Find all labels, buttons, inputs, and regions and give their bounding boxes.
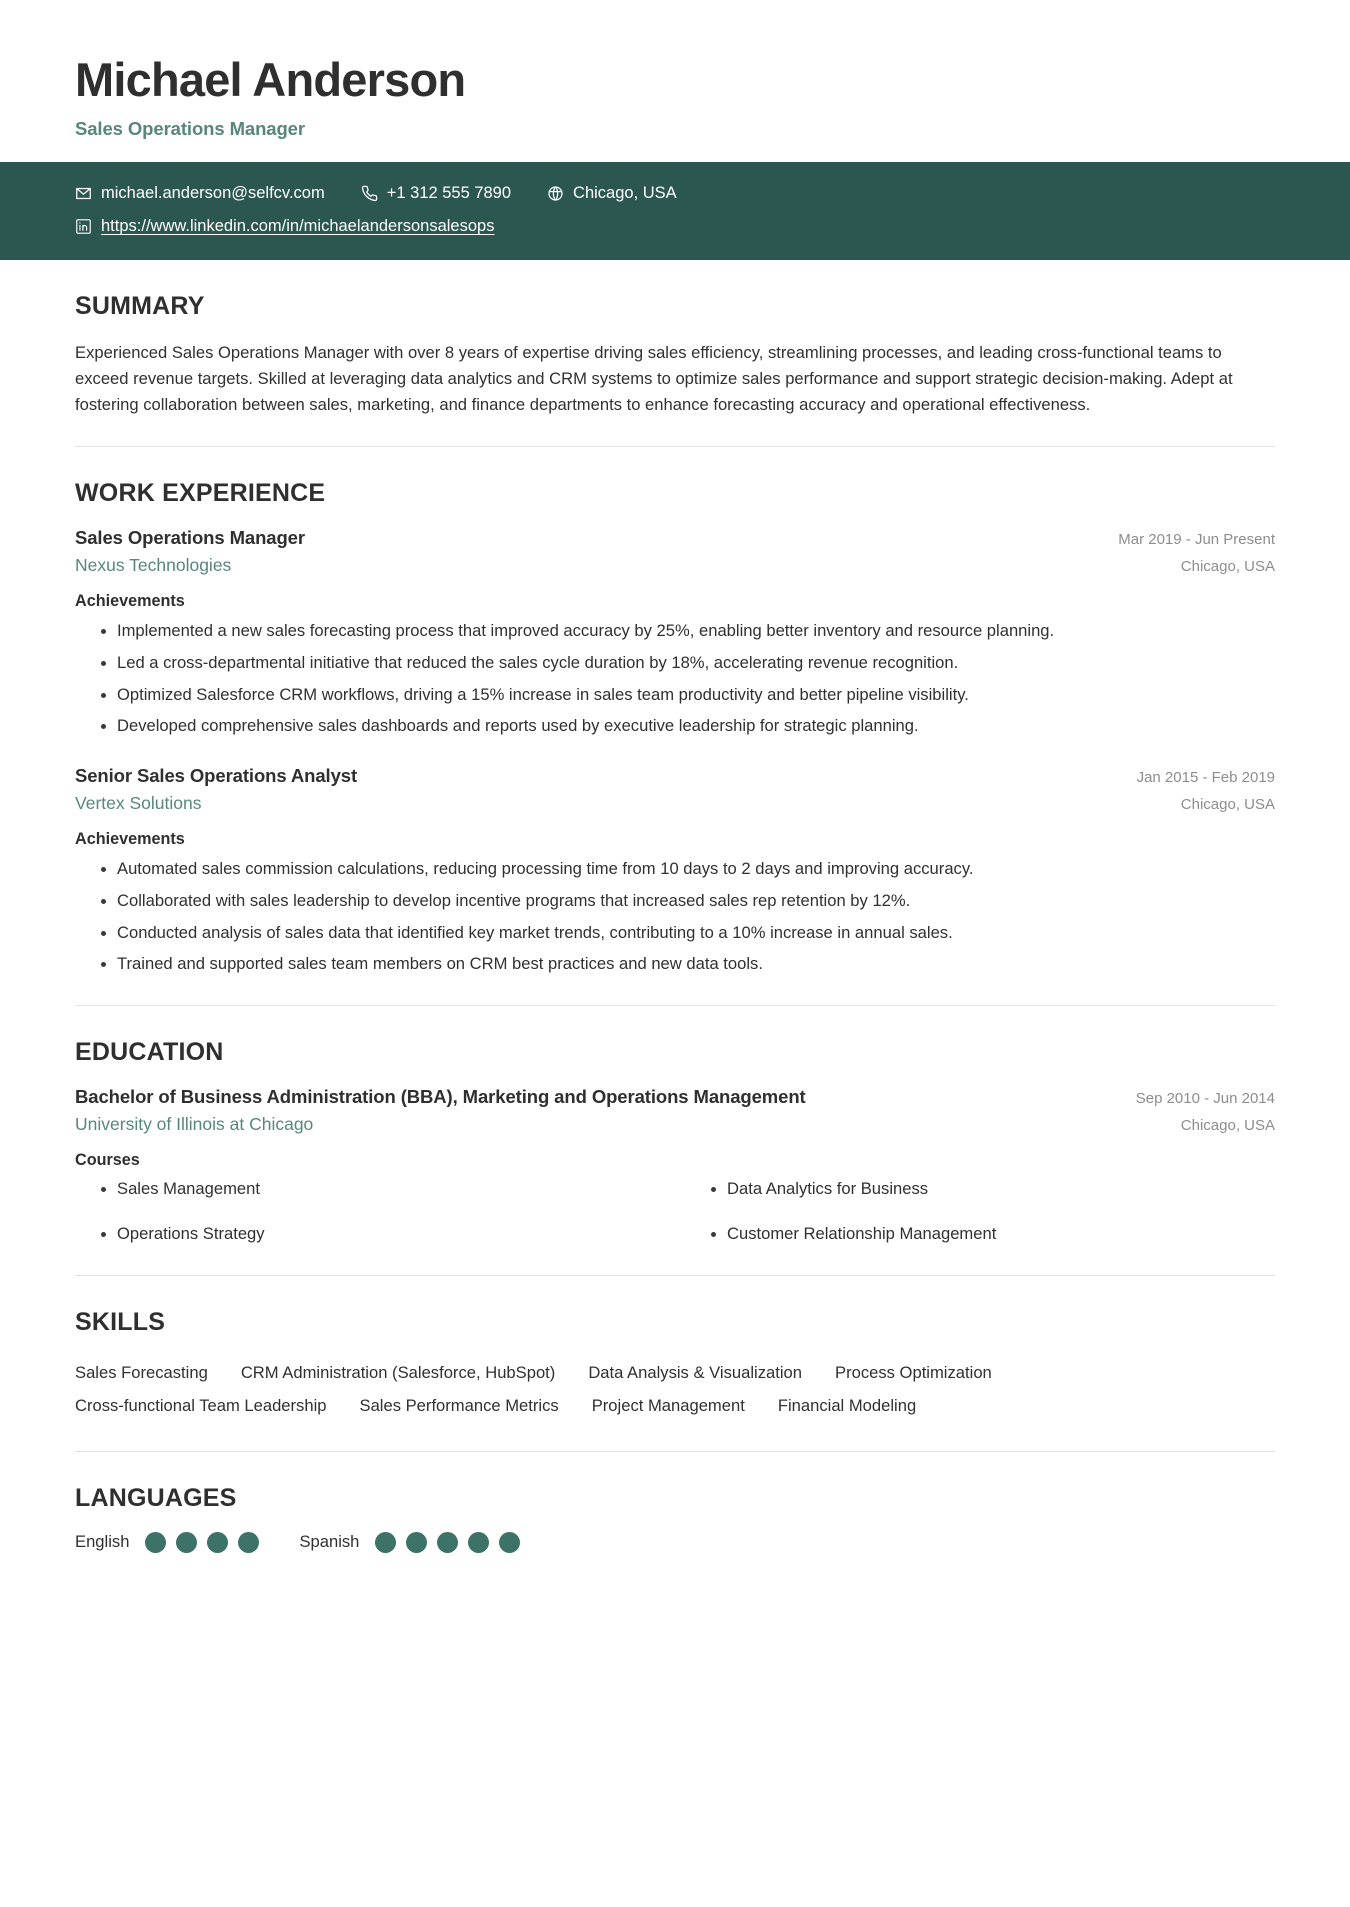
contact-email[interactable] [75, 183, 325, 204]
language-level-dots [375, 1532, 520, 1553]
summary-heading: SUMMARY [75, 291, 205, 320]
bullet-item: Implemented a new sales forecasting process that improved accuracy by 25%, enabling better inventory and resource planning. [75, 618, 1275, 644]
contact-bar [0, 162, 1350, 260]
work-entry-sublabel: Achievements [75, 830, 185, 849]
candidate-name: Michael Anderson [75, 53, 466, 106]
courses-grid [75, 1177, 1275, 1247]
resume-header [0, 0, 1350, 162]
contact-row-secondary [75, 216, 1275, 237]
bullet-item: Developed comprehensive sales dashboards and reports used by executive leadership for strategic planning. [75, 713, 1275, 739]
bullet-item: Trained and supported sales team members on CRM best practices and new data tools. [75, 951, 1275, 977]
candidate-job-title: Sales Operations Manager [75, 117, 305, 139]
work-entry-org-row [75, 549, 1275, 576]
section-languages [75, 1451, 1275, 1553]
language-item [75, 1532, 259, 1553]
education-entry-location: Chicago, USA [1180, 1116, 1275, 1134]
language-item [299, 1532, 520, 1553]
level-dot [468, 1532, 489, 1553]
phone-icon [361, 185, 378, 202]
education-entry-sublabel: Courses [75, 1150, 140, 1169]
work-entry-organization: Nexus Technologies [75, 555, 232, 576]
bullet-item: Led a cross-departmental initiative that reduced the sales cycle duration by 18%, accelerating revenue recognition. [75, 650, 1275, 676]
contact-linkedin[interactable] [75, 216, 494, 237]
summary-text: Experienced Sales Operations Manager with over 8 years of expertise driving sales efficiency, streamlining processes, and leading cross-functional teams to exceed revenue targets. Skilled at leveraging data analytics and CRM systems to optimize sales performance and support strategic decision-making. Adept at fostering collaboration between sales, marketing, and finance departments to enhance forecasting accuracy and operational effectiveness. [75, 342, 1233, 415]
skill-item: Project Management [591, 1396, 745, 1416]
section-skills [75, 1275, 1275, 1423]
level-dot [238, 1532, 259, 1553]
resume-body [0, 260, 1350, 1553]
skills-heading: SKILLS [75, 1307, 166, 1336]
level-dot [499, 1532, 520, 1553]
languages-heading: LANGUAGES [75, 1483, 237, 1512]
language-name: English [75, 1532, 130, 1552]
level-dot [406, 1532, 427, 1553]
section-work-experience [75, 446, 1275, 977]
contact-location-text: Chicago, USA [573, 183, 677, 202]
skill-item: Financial Modeling [777, 1396, 917, 1416]
globe-icon [547, 185, 564, 202]
course-item: Customer Relationship Management [685, 1222, 1275, 1247]
skill-item: CRM Administration (Salesforce, HubSpot) [240, 1362, 556, 1382]
contact-phone-text: +1 312 555 7890 [386, 183, 512, 202]
contact-row-primary [75, 183, 1275, 204]
work-entry-title-row [75, 527, 1275, 549]
skill-item: Sales Forecasting [75, 1362, 208, 1382]
work-entry [75, 527, 1275, 739]
bullet-item: Automated sales commission calculations, reducing processing time from 10 days to 2 days and improving accuracy. [75, 856, 1275, 882]
level-dot [375, 1532, 396, 1553]
level-dot [437, 1532, 458, 1553]
work-entry-bullets [75, 856, 1275, 977]
contact-phone[interactable] [361, 183, 511, 204]
education-entry-org-row [75, 1108, 1275, 1135]
course-item: Operations Strategy [75, 1222, 665, 1247]
skill-item: Sales Performance Metrics [359, 1396, 559, 1416]
education-entry-title-row [75, 1086, 1275, 1108]
section-summary [75, 260, 1275, 419]
work-entry [75, 765, 1275, 977]
education-entry-organization: University of Illinois at Chicago [75, 1113, 314, 1134]
contact-email-text: michael.anderson@selfcv.com [101, 183, 325, 202]
skills-list [75, 1356, 1275, 1423]
work-entry-organization: Vertex Solutions [75, 793, 202, 814]
level-dot [176, 1532, 197, 1553]
work-entry-title: Senior Sales Operations Analyst [75, 765, 358, 787]
education-entry [75, 1086, 1275, 1247]
bullet-item: Optimized Salesforce CRM workflows, driving a 15% increase in sales team productivity and better pipeline visibility. [75, 682, 1275, 708]
language-level-dots [145, 1532, 259, 1553]
work-entry-location: Chicago, USA [1180, 558, 1275, 576]
skill-item: Data Analysis & Visualization [588, 1362, 802, 1382]
education-entry-title: Bachelor of Business Administration (BBA), Marketing and Operations Management [75, 1085, 806, 1107]
level-dot [145, 1532, 166, 1553]
linkedin-icon [75, 218, 92, 235]
level-dot [207, 1532, 228, 1553]
language-name: Spanish [299, 1532, 360, 1552]
section-education [75, 1005, 1275, 1247]
envelope-icon [75, 185, 92, 202]
work-experience-heading: WORK EXPERIENCE [75, 479, 326, 508]
work-entry-title-row [75, 765, 1275, 787]
course-item: Data Analytics for Business [685, 1177, 1275, 1202]
education-heading: EDUCATION [75, 1037, 224, 1066]
education-entry-dates: Sep 2010 - Jun 2014 [1135, 1089, 1275, 1107]
work-entry-dates: Mar 2019 - Jun Present [1118, 531, 1275, 549]
bullet-item: Conducted analysis of sales data that identified key market trends, contributing to a 10% increase in annual sales. [75, 920, 1275, 946]
contact-linkedin-link[interactable]: https://www.linkedin.com/in/michaelandersonsalesops [101, 217, 495, 236]
course-item: Sales Management [75, 1177, 665, 1202]
bullet-item: Collaborated with sales leadership to develop incentive programs that increased sales rep retention by 12%. [75, 888, 1275, 914]
work-entry-org-row [75, 787, 1275, 814]
skill-item: Process Optimization [835, 1362, 992, 1382]
work-entry-dates: Jan 2015 - Feb 2019 [1136, 769, 1275, 787]
languages-list [75, 1532, 1275, 1553]
work-entry-location: Chicago, USA [1180, 796, 1275, 814]
skill-item: Cross-functional Team Leadership [75, 1396, 327, 1416]
work-entry-bullets [75, 618, 1275, 739]
contact-location [547, 183, 677, 204]
work-entry-title: Sales Operations Manager [75, 527, 305, 549]
work-entry-sublabel: Achievements [75, 592, 185, 611]
